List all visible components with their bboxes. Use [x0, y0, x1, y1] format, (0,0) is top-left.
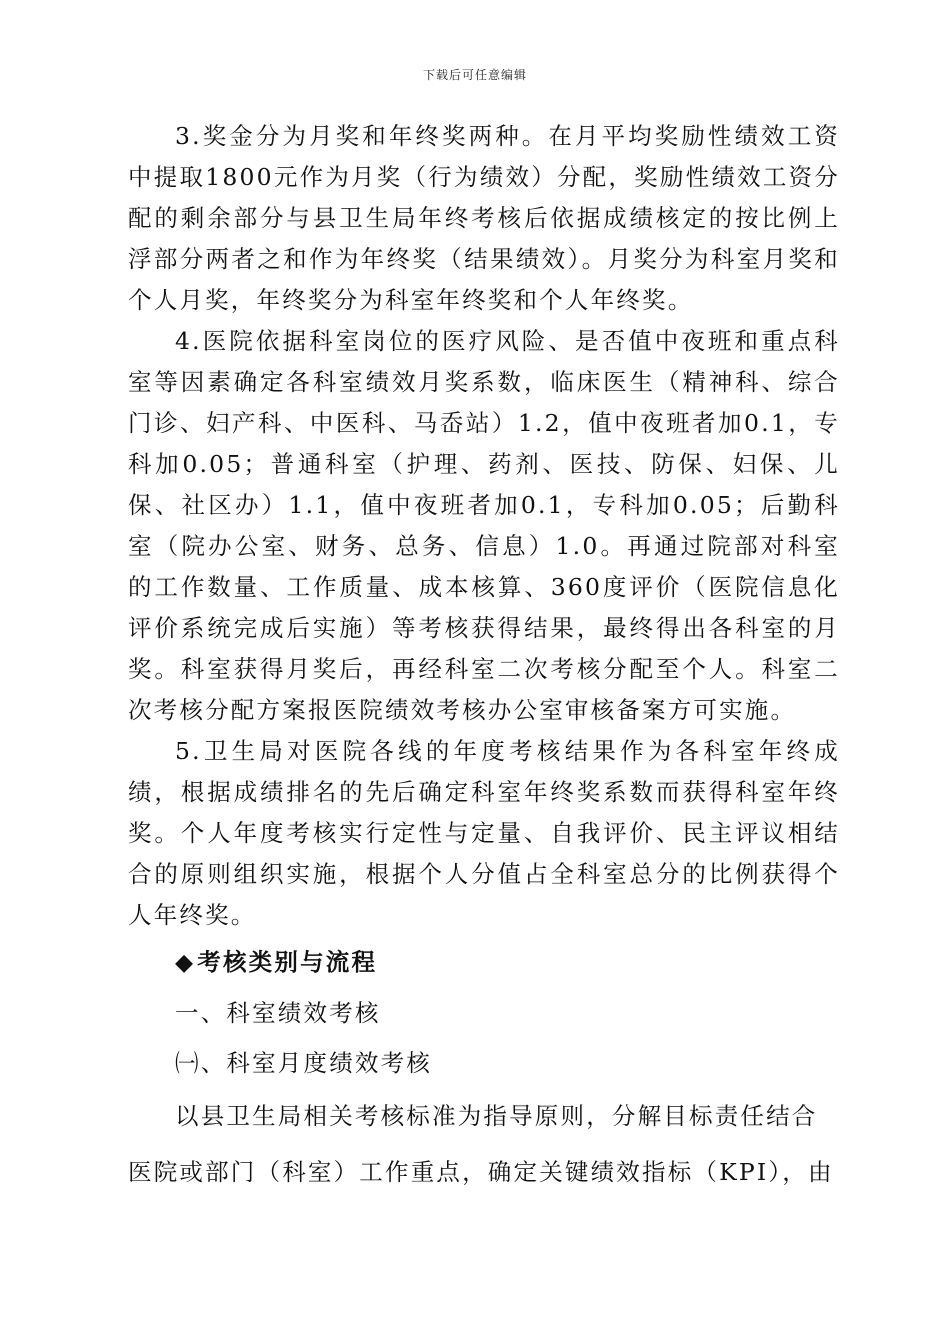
paragraph-bonus-types: 3.奖金分为月奖和年终奖两种。在月平均奖励性绩效工资中提取1800元作为月奖（行为绩效）分配，奖励性绩效工资分配的剩余部分与县卫生局年终考核后依据成绩核定的按比例上浮部分两者之和作为年终奖（结果绩效）。月奖分为科室月奖和个人月奖，年终奖分为科室年终奖和个人年终奖。 — [128, 122, 840, 314]
paragraph-annual-assessment: 5.卫生局对医院各线的年度考核结果作为各科室年终成绩，根据成绩排名的先后确定科室年终奖系数而获得科室年终奖。个人年度考核实行定性与定量、自我评价、民主评议相结合的原则组织实施，根据个人分值占全科室总分的比例获得个人年终奖。 — [128, 737, 840, 929]
section-heading — [128, 936, 840, 988]
page-header-note: 下载后可任意编辑 — [422, 68, 527, 82]
closing-line-1: 以县卫生局相关考核标准为指导原则，分解目标责任结合 — [175, 1102, 818, 1130]
document-body — [128, 116, 840, 1200]
diamond-bullet-icon: ◆ — [175, 948, 196, 976]
subheading-department-assessment: 一、科室绩效考核 — [175, 999, 381, 1027]
subheading-monthly-assessment: ㈠、科室月度绩效考核 — [175, 1049, 432, 1077]
section-title: 考核类别与流程 — [197, 948, 378, 976]
closing-line-2: 医院或部门（科室）工作重点，确定关键绩效指标（KPI），由 — [128, 1158, 834, 1186]
paragraph-coefficients: 4.医院依据科室岗位的医疗风险、是否值中夜班和重点科室等因素确定各科室绩效月奖系数，临床医生（精神科、综合门诊、妇产科、中医科、马岙站）1.2，值中夜班者加0.1，专科加0.05；普通科室（护理、药剂、医技、防保、妇保、儿保、社区办）1.1，值中夜班者加0.1，专科加0.05；后勤科室（院办公室、财务、总务、信息）1.0。再通过院部对科室的工作数量、工作质量、成本核算、360度评价（医院信息化评价系统完成后实施）等考核获得结果，最终得出各科室的月奖。科室获得月奖后，再经科室二次考核分配至个人。科室二次考核分配方案报医院绩效考核办公室审核备案方可实施。 — [128, 327, 840, 724]
